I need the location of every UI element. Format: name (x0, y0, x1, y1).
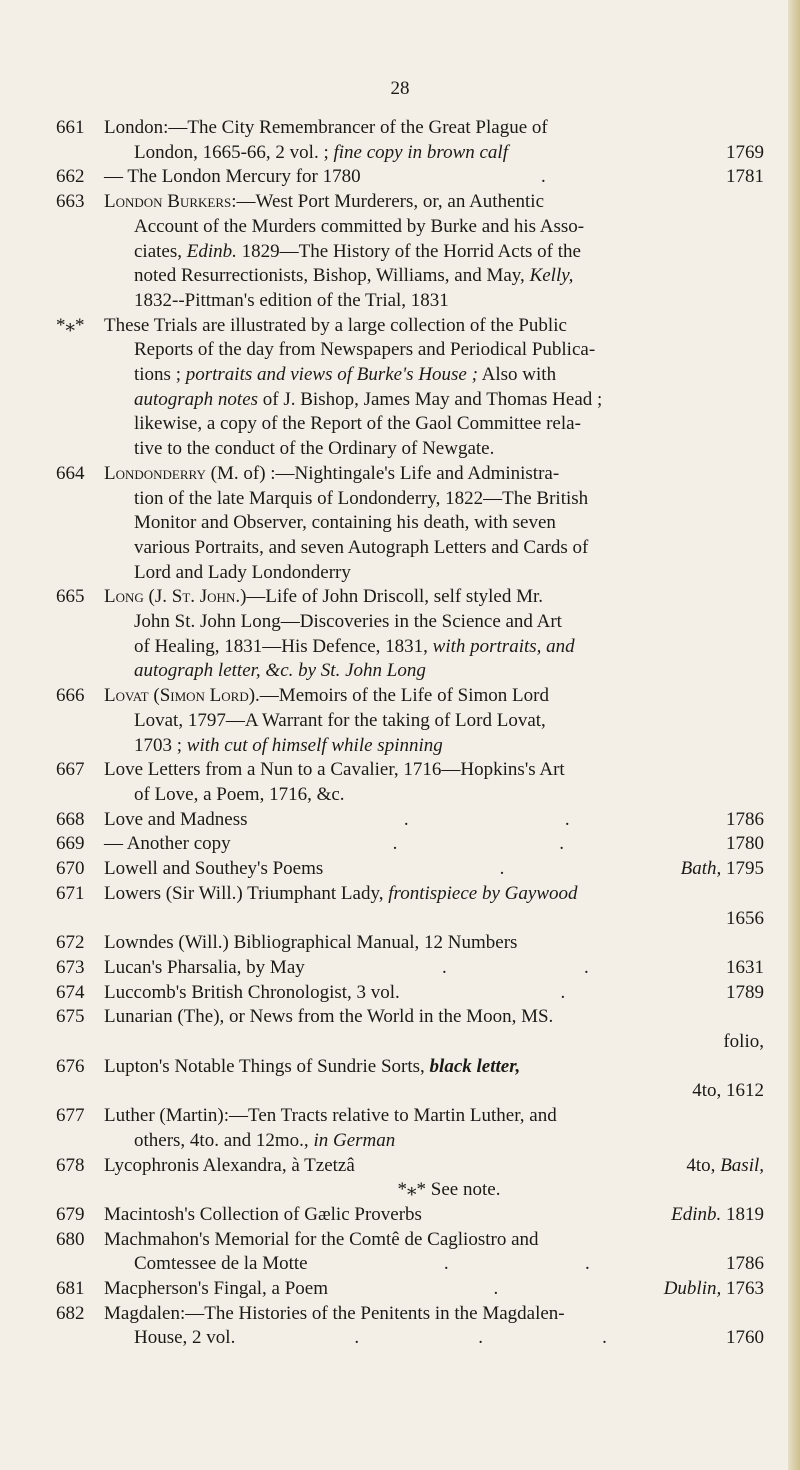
entry-text: in German (313, 1129, 396, 1151)
catalogue-entry (0, 1203, 800, 1228)
entry-number: 678 (56, 1154, 85, 1176)
entry-text: . (559, 833, 565, 855)
entry-number: 665 (56, 586, 85, 608)
entry-text: 1829—The History of the Horrid Acts of the (236, 240, 581, 262)
entry-line (104, 1228, 764, 1253)
entry-text: 1795 (721, 858, 764, 880)
entry-text: of J. Bishop, James May and Thomas Head ; (258, 388, 603, 410)
catalogue-entry (0, 832, 800, 857)
entry-text: . (499, 858, 505, 880)
entry-line (104, 1104, 764, 1129)
entry-line (104, 314, 764, 339)
entry-segment (726, 1326, 764, 1351)
entry-line (134, 1178, 764, 1203)
catalogue-entry (0, 882, 800, 931)
entry-text: (J. (143, 586, 172, 608)
entry-text: London:—The City Remembrancer of the Great Plague of (104, 117, 548, 138)
entry-segment (584, 956, 589, 981)
entry-line (134, 338, 764, 363)
entry-text: with cut of himself while spinning (186, 734, 443, 756)
entry-text: Lord and Lady Londonderry (134, 561, 351, 583)
entry-text: Magdalen:—The Histories of the Penitents in the Magdalen- (104, 1302, 565, 1324)
entry-text: Lovat (104, 685, 149, 707)
entry-text: . (602, 1327, 607, 1349)
catalogue-entry (0, 931, 800, 956)
entry-text: *⁎* See note. (397, 1179, 501, 1201)
entry-line (104, 116, 764, 141)
entry-line (134, 141, 764, 166)
entry-line (104, 165, 764, 190)
entry-segment (393, 832, 398, 857)
entry-number: 673 (56, 956, 85, 978)
entry-segment (104, 1203, 422, 1228)
catalogue-entry (0, 981, 800, 1006)
entry-text: Luccomb's British Chronologist, 3 vol. (104, 981, 400, 1003)
entry-text: Lucan's Pharsalia, by May (104, 956, 305, 978)
entry-line (134, 635, 764, 660)
entry-text: various Portraits, and seven Autograph Letters and Cards of (134, 536, 589, 558)
entry-line (134, 1252, 764, 1277)
entry-line (134, 215, 764, 240)
entry-text: Long (104, 586, 144, 608)
entry-line (134, 1030, 764, 1055)
entry-number: 676 (56, 1055, 85, 1077)
entry-text: Lovat, 1797—A Warrant for the taking of Lord Lovat, (134, 709, 546, 731)
entry-number: 679 (56, 1203, 85, 1225)
entry-text: . (354, 1327, 360, 1349)
entry-text: tive to the conduct of the Ordinary of Newgate. (134, 438, 495, 460)
entry-segment (134, 1252, 308, 1277)
catalogue-entry (0, 1005, 800, 1054)
entry-text: 1763 (721, 1278, 764, 1300)
entry-text: Love and Madness (104, 808, 248, 830)
entry-text: likewise, a copy of the Report of the Gaol Committee rela- (134, 413, 581, 435)
entry-text: Edinb. (671, 1203, 722, 1225)
entry-segment (104, 808, 248, 833)
entry-segment (726, 981, 764, 1006)
entry-text: 1780 (725, 833, 764, 855)
entry-text: frontispiece by Gaywood (388, 882, 578, 904)
entry-number: 681 (56, 1278, 85, 1300)
entry-text: Macintosh's Collection of Gælic Proverbs (104, 1203, 422, 1225)
entry-text: Dublin, (663, 1278, 722, 1300)
catalogue-entry (0, 1154, 800, 1203)
entry-text: St. John (171, 586, 236, 608)
entry-line (134, 388, 764, 413)
catalogue-entry (0, 190, 800, 314)
entry-segment (681, 857, 764, 882)
entry-text: London, 1665-66, 2 vol. ; (134, 141, 334, 163)
entry-segment (478, 1326, 483, 1351)
entry-text: others, 4to. and 12mo., (134, 1129, 314, 1151)
catalogue-entry (0, 1104, 800, 1153)
entry-segment (104, 832, 231, 857)
entry-text: ( (148, 685, 160, 707)
entry-segment (444, 1252, 449, 1277)
entry-number: 669 (56, 833, 85, 855)
entry-line (134, 610, 764, 635)
entry-number: 670 (56, 858, 85, 880)
entry-line (104, 1302, 764, 1327)
entry-text: . (442, 956, 447, 978)
entry-line (134, 412, 764, 437)
catalogue-entry (0, 956, 800, 981)
entry-number: 675 (56, 1006, 85, 1028)
entry-segment (664, 1277, 764, 1302)
entry-line (134, 561, 764, 586)
entry-line (104, 1203, 764, 1228)
page-number: 28 (390, 78, 410, 99)
entry-text: Basil, (720, 1154, 764, 1176)
entry-segment (565, 808, 570, 833)
entry-text: autograph notes (134, 388, 259, 410)
entry-text: 4to, 1612 (692, 1080, 764, 1102)
entry-segment (602, 1326, 607, 1351)
entry-segment (493, 1277, 498, 1302)
entry-number: 666 (56, 685, 85, 707)
entry-text: tion of the late Marquis of Londonderry, 1822—The British (134, 487, 589, 509)
entry-line (104, 1277, 764, 1302)
entry-line (104, 857, 764, 882)
entry-number: 667 (56, 759, 85, 781)
entry-text: John St. John Long—Discoveries in the Science and Art (134, 611, 562, 633)
entry-text: Lycophronis Alexandra, à Tzetzâ (104, 1154, 355, 1176)
entry-text: . (392, 833, 398, 855)
entry-number: 671 (56, 882, 85, 904)
entry-line (104, 956, 764, 981)
entry-line (104, 462, 764, 487)
entry-text: ).—Memoirs of the Life of Simon Lord (248, 685, 549, 707)
entry-text: — Another copy (104, 833, 231, 855)
entry-text: London Burkers (104, 191, 232, 213)
catalogue-entry (0, 314, 800, 462)
entry-number: 663 (56, 191, 85, 213)
entry-line (134, 734, 764, 759)
entry-text: 1656 (726, 907, 764, 929)
entry-segment (104, 857, 323, 882)
entry-line (134, 363, 764, 388)
entry-text: — The London Mercury for 1780 (104, 166, 361, 188)
catalogue-entry (0, 1302, 800, 1351)
entry-text: tions ; (134, 364, 186, 386)
entry-line (134, 511, 764, 536)
catalogue-entry (0, 1228, 800, 1277)
entry-segment (404, 808, 409, 833)
entry-segment (500, 857, 505, 882)
entry-text: . (583, 956, 589, 978)
entry-text: 1786 (726, 1253, 764, 1275)
entry-line (104, 1055, 764, 1080)
entry-segment (726, 832, 764, 857)
catalogue-entry (0, 116, 800, 165)
entry-text: black letter, (429, 1055, 521, 1077)
entry-number: *⁎* (56, 314, 85, 336)
catalogue-entry (0, 165, 800, 190)
entry-text: . (478, 1327, 484, 1349)
entry-segment (671, 1203, 764, 1228)
entry-text: Love Letters from a Nun to a Cavalier, 1716—Hopkins's Art (104, 759, 565, 781)
entry-line (134, 1129, 764, 1154)
entry-line (104, 190, 764, 215)
entry-text: Lowers (Sir Will.) Triumphant Lady, (104, 882, 389, 904)
entry-text: Reports of the day from Newspapers and Periodical Publica- (134, 339, 596, 361)
entry-text: Lowell and Southey's Poems (104, 858, 324, 880)
entry-line (104, 808, 764, 833)
catalogue-entry (0, 684, 800, 758)
entry-text: fine copy in brown calf (333, 141, 508, 163)
entry-line (134, 240, 764, 265)
entry-text: Luther (Martin):—Ten Tracts relative to Martin Luther, and (104, 1105, 557, 1127)
entry-text: Lupton's Notable Things of Sundrie Sorts, (104, 1055, 430, 1077)
entry-line (134, 1326, 764, 1351)
entry-text: 1819 (721, 1203, 764, 1225)
catalogue-entries (0, 116, 800, 1351)
entry-line (134, 487, 764, 512)
entry-line (104, 758, 764, 783)
entry-text: noted Resurrectionists, Bishop, Williams, and May, (134, 265, 530, 287)
entry-number: 674 (56, 981, 85, 1003)
catalogue-entry (0, 758, 800, 807)
entry-text: of Healing, 1831—His Defence, 1831, (134, 635, 433, 657)
catalogue-entry (0, 585, 800, 684)
entry-segment (104, 981, 400, 1006)
entry-text: House, 2 vol. (134, 1327, 236, 1349)
entry-segment (104, 1154, 355, 1179)
entry-number: 680 (56, 1228, 85, 1250)
catalogue-entry (0, 1055, 800, 1104)
entry-number: 677 (56, 1105, 85, 1127)
entry-text: 1703 ; (134, 734, 187, 756)
catalogue-entry (0, 462, 800, 586)
entry-text: (M. of) :—Nightingale's Life and Administra- (205, 462, 560, 484)
entry-text: autograph letter, &c. by St. John Long (134, 660, 426, 682)
entry-number: 661 (56, 117, 85, 138)
entry-segment (559, 832, 564, 857)
entry-text: Machmahon's Memorial for the Comtê de Cagliostro and (104, 1228, 539, 1250)
entry-number: 668 (56, 808, 85, 830)
entry-text: Lunarian (The), or News from the World in the Moon, MS. (104, 1006, 554, 1028)
entry-text: Macpherson's Fingal, a Poem (104, 1278, 329, 1300)
entry-year: 1769 (726, 141, 764, 163)
entry-line (104, 1005, 764, 1030)
entry-line (104, 585, 764, 610)
entry-text: Londonderry (104, 462, 206, 484)
entry-text: Bath, (680, 858, 722, 880)
entry-text: . (540, 166, 546, 188)
entry-text: Monitor and Observer, containing his death, with seven (134, 512, 556, 534)
entry-text: portraits and views of Burke's House ; (185, 364, 478, 386)
entry-segment (354, 1326, 359, 1351)
entry-text: 1789 (726, 981, 764, 1003)
entry-line (104, 1154, 764, 1179)
entry-segment (726, 165, 764, 190)
entry-segment (541, 165, 546, 190)
entry-text: .)—Life of John Driscoll, self styled Mr. (235, 586, 543, 608)
catalogue-entry (0, 1277, 800, 1302)
entry-text: . (403, 808, 409, 830)
entry-line (134, 659, 764, 684)
entry-segment (726, 808, 764, 833)
entry-segment (134, 141, 508, 166)
entry-text: with portraits, and (432, 635, 575, 657)
entry-segment (104, 956, 305, 981)
entry-number: 672 (56, 932, 85, 954)
entry-text: . (443, 1253, 449, 1275)
entry-text: of Love, a Poem, 1716, &c. (134, 783, 345, 805)
entry-text: Kelly, (529, 265, 574, 287)
entry-text: 4to, (686, 1154, 721, 1176)
entry-text: . (493, 1278, 499, 1300)
entry-line (104, 832, 764, 857)
entry-text: Lowndes (Will.) Bibliographical Manual, 12 Numbers (104, 932, 518, 954)
entry-line (104, 684, 764, 709)
entry-segment (104, 1277, 328, 1302)
entry-line (104, 882, 764, 907)
entry-line (134, 783, 764, 808)
entry-text: 1781 (726, 166, 764, 188)
entry-segment (104, 165, 361, 190)
entry-text: . (560, 981, 566, 1003)
entry-segment (134, 1326, 235, 1351)
entry-segment (561, 981, 566, 1006)
entry-number: 662 (56, 166, 85, 188)
entry-segment (442, 956, 447, 981)
entry-line (134, 264, 764, 289)
entry-segment (726, 956, 764, 981)
entry-line (134, 289, 764, 314)
entry-segment (585, 1252, 590, 1277)
entry-text: 1631 (725, 956, 764, 978)
entry-text: Edinb. (186, 240, 237, 262)
entry-segment (686, 1154, 764, 1179)
entry-line (134, 536, 764, 561)
entry-line (104, 981, 764, 1006)
entry-line (134, 907, 764, 932)
entry-number: 682 (56, 1302, 85, 1324)
entry-text: Comtessee de la Motte (134, 1253, 308, 1275)
entry-line (134, 1079, 764, 1104)
entry-line (134, 437, 764, 462)
entry-line (104, 931, 764, 956)
entry-text: Simon Lord (159, 685, 249, 707)
entry-text: Also with (477, 364, 557, 386)
entry-text: 1760 (725, 1327, 764, 1349)
entry-text: 1832--Pittman's edition of the Trial, 1831 (134, 289, 449, 311)
entry-line (134, 709, 764, 734)
catalogue-entry (0, 857, 800, 882)
entry-text: . (584, 1253, 590, 1275)
entry-segment (726, 1252, 764, 1277)
entry-text: Account of the Murders committed by Burke and his Asso- (134, 215, 585, 237)
entry-text: folio, (723, 1031, 764, 1053)
entry-text: . (564, 808, 570, 830)
entry-text: :—West Port Murderers, or, an Authentic (231, 191, 544, 213)
entry-text: ciates, (134, 240, 187, 262)
entry-text: 1786 (725, 808, 764, 830)
entry-text: These Trials are illustrated by a large collection of the Public (104, 314, 567, 336)
catalogue-entry (0, 808, 800, 833)
entry-number: 664 (56, 462, 85, 484)
